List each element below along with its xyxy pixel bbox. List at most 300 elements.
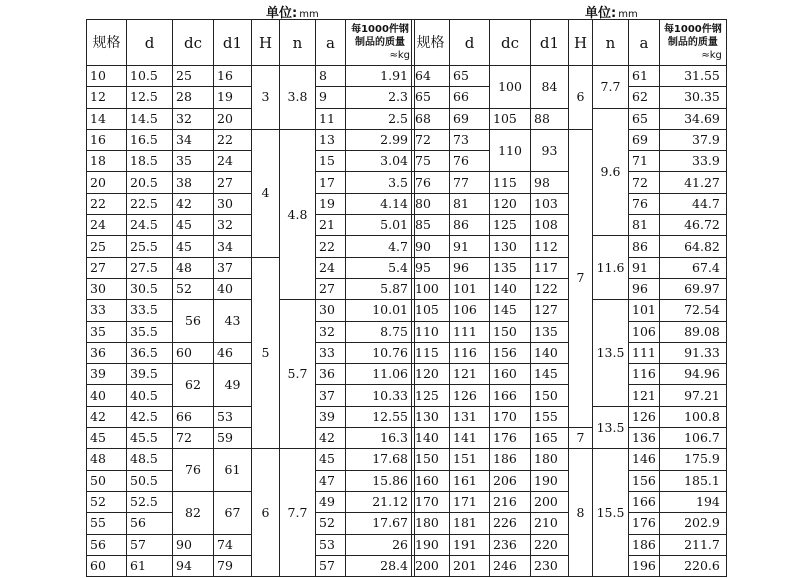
cell-spec: 80: [412, 193, 450, 214]
header-weight: [659, 20, 726, 66]
cell-d1: 210: [531, 513, 569, 534]
header-a: a: [629, 20, 660, 66]
header-spec: 规格: [412, 20, 450, 66]
cell-d1: 150: [531, 385, 569, 406]
cell-d: 201: [450, 555, 490, 576]
cell-a: 19: [316, 193, 346, 214]
cell-weight: 44.7: [659, 193, 726, 214]
header-dc: dc: [173, 20, 214, 66]
cell-weight: 4.7: [346, 236, 415, 257]
cell-a: 72: [629, 172, 660, 193]
cell-spec: 42: [87, 406, 127, 427]
cell-spec: 115: [412, 342, 450, 363]
cell-spec: 65: [412, 87, 450, 108]
cell-d1: 112: [531, 236, 569, 257]
cell-n: 15.5: [593, 449, 629, 577]
cell-weight: 97.21: [659, 385, 726, 406]
cell-weight: 17.67: [346, 513, 415, 534]
cell-a: 36: [316, 364, 346, 385]
cell-d: 106: [450, 300, 490, 321]
cell-spec: 76: [412, 172, 450, 193]
cell-a: 8: [316, 66, 346, 87]
cell-weight: 91.33: [659, 342, 726, 363]
spec-table-left: [86, 19, 415, 577]
unit-label-text: 单位:: [585, 6, 617, 21]
table-row: [87, 108, 415, 129]
cell-n: 11.6: [593, 236, 629, 300]
cell-d: 27.5: [127, 257, 173, 278]
cell-spec: 20: [87, 172, 127, 193]
table-row: [412, 428, 727, 449]
cell-a: 101: [629, 300, 660, 321]
cell-a: 136: [629, 428, 660, 449]
cell-d1: 122: [531, 278, 569, 299]
cell-d: 24.5: [127, 215, 173, 236]
cell-weight: 202.9: [659, 513, 726, 534]
cell-d1: 67: [214, 491, 252, 534]
cell-spec: 40: [87, 385, 127, 406]
cell-a: 76: [629, 193, 660, 214]
cell-a: 176: [629, 513, 660, 534]
cell-d1: 49: [214, 364, 252, 407]
cell-weight: 211.7: [659, 534, 726, 555]
cell-spec: 68: [412, 108, 450, 129]
cell-dc: 166: [490, 385, 531, 406]
header-n: n: [593, 20, 629, 66]
cell-d: 171: [450, 491, 490, 512]
cell-weight: 16.3: [346, 428, 415, 449]
table-row: [87, 449, 415, 470]
cell-spec: 90: [412, 236, 450, 257]
table-row: [87, 193, 415, 214]
cell-d: 101: [450, 278, 490, 299]
cell-n: 7.7: [280, 449, 316, 577]
spec-table-right: [411, 19, 727, 577]
cell-weight: 64.82: [659, 236, 726, 257]
cell-d1: 20: [214, 108, 252, 129]
cell-spec: 52: [87, 491, 127, 512]
cell-d: 86: [450, 215, 490, 236]
cell-dc: 60: [173, 342, 214, 363]
cell-d: 66: [450, 87, 490, 108]
cell-H: 7: [569, 129, 593, 427]
header-dc: dc: [490, 20, 531, 66]
cell-spec: 36: [87, 342, 127, 363]
table-row: [87, 172, 415, 193]
cell-d1: 74: [214, 534, 252, 555]
cell-dc: 130: [490, 236, 531, 257]
cell-spec: 30: [87, 278, 127, 299]
cell-spec: 110: [412, 321, 450, 342]
header-row: [87, 20, 415, 66]
cell-dc: 48: [173, 257, 214, 278]
cell-weight: 94.96: [659, 364, 726, 385]
cell-d: 141: [450, 428, 490, 449]
cell-a: 11: [316, 108, 346, 129]
cell-d: 57: [127, 534, 173, 555]
cell-weight: 194: [659, 491, 726, 512]
cell-n: 9.6: [593, 108, 629, 236]
header-weight-line2: 制品的质量: [355, 37, 405, 48]
cell-spec: 27: [87, 257, 127, 278]
cell-d: 40.5: [127, 385, 173, 406]
cell-a: 53: [316, 534, 346, 555]
cell-dc: 135: [490, 257, 531, 278]
header-row: [412, 20, 727, 66]
cell-d: 91: [450, 236, 490, 257]
cell-dc: 72: [173, 428, 214, 449]
cell-spec: 22: [87, 193, 127, 214]
cell-a: 156: [629, 470, 660, 491]
table-row: [87, 66, 415, 87]
cell-d: 22.5: [127, 193, 173, 214]
cell-H: 7: [569, 428, 593, 449]
table-row: [87, 364, 415, 385]
cell-a: 62: [629, 87, 660, 108]
cell-weight: 2.3: [346, 87, 415, 108]
cell-weight: 17.68: [346, 449, 415, 470]
table-body-left: [87, 66, 415, 577]
table-row: [87, 406, 415, 427]
cell-weight: 10.76: [346, 342, 415, 363]
cell-d: 191: [450, 534, 490, 555]
cell-spec: 56: [87, 534, 127, 555]
cell-weight: 4.14: [346, 193, 415, 214]
cell-weight: 11.06: [346, 364, 415, 385]
cell-d: 116: [450, 342, 490, 363]
cell-d: 39.5: [127, 364, 173, 385]
cell-a: 186: [629, 534, 660, 555]
cell-dc: 32: [173, 108, 214, 129]
header-weight-unit: ≈kg: [701, 50, 722, 61]
cell-weight: 21.12: [346, 491, 415, 512]
header-weight: [346, 20, 415, 66]
cell-d: 35.5: [127, 321, 173, 342]
cell-weight: 33.9: [659, 151, 726, 172]
table-row: [87, 555, 415, 576]
cell-dc: 125: [490, 215, 531, 236]
cell-weight: 5.4: [346, 257, 415, 278]
header-H: H: [252, 20, 280, 66]
cell-n: 13.5: [593, 300, 629, 406]
cell-d1: 230: [531, 555, 569, 576]
cell-spec: 14: [87, 108, 127, 129]
cell-d1: 220: [531, 534, 569, 555]
cell-d: 42.5: [127, 406, 173, 427]
cell-dc: 42: [173, 193, 214, 214]
cell-spec: 160: [412, 470, 450, 491]
cell-d1: 59: [214, 428, 252, 449]
cell-a: 116: [629, 364, 660, 385]
cell-dc: 176: [490, 428, 531, 449]
cell-d1: 40: [214, 278, 252, 299]
cell-weight: 10.33: [346, 385, 415, 406]
cell-weight: 46.72: [659, 215, 726, 236]
cell-dc: 90: [173, 534, 214, 555]
cell-weight: 15.86: [346, 470, 415, 491]
cell-d1: 43: [214, 300, 252, 343]
cell-spec: 130: [412, 406, 450, 427]
cell-spec: 170: [412, 491, 450, 512]
cell-spec: 85: [412, 215, 450, 236]
cell-dc: 82: [173, 491, 214, 534]
cell-dc: 145: [490, 300, 531, 321]
cell-spec: 24: [87, 215, 127, 236]
cell-spec: 100: [412, 278, 450, 299]
cell-d1: 155: [531, 406, 569, 427]
cell-d: 73: [450, 129, 490, 150]
cell-weight: 1.91: [346, 66, 415, 87]
cell-a: 17: [316, 172, 346, 193]
cell-dc: 62: [173, 364, 214, 407]
cell-spec: 35: [87, 321, 127, 342]
cell-dc: 45: [173, 215, 214, 236]
header-d: d: [450, 20, 490, 66]
cell-dc: 100: [490, 66, 531, 109]
cell-a: 27: [316, 278, 346, 299]
cell-weight: 31.55: [659, 66, 726, 87]
cell-a: 126: [629, 406, 660, 427]
cell-a: 21: [316, 215, 346, 236]
cell-dc: 25: [173, 66, 214, 87]
cell-spec: 140: [412, 428, 450, 449]
cell-weight: 106.7: [659, 428, 726, 449]
cell-spec: 45: [87, 428, 127, 449]
cell-d: 36.5: [127, 342, 173, 363]
table-row: [87, 278, 415, 299]
cell-d: 45.5: [127, 428, 173, 449]
cell-dc: 110: [490, 129, 531, 172]
table-row: [87, 257, 415, 278]
cell-a: 45: [316, 449, 346, 470]
cell-a: 30: [316, 300, 346, 321]
cell-a: 86: [629, 236, 660, 257]
cell-weight: 5.01: [346, 215, 415, 236]
header-d1: d1: [531, 20, 569, 66]
cell-weight: 67.4: [659, 257, 726, 278]
cell-d1: 84: [531, 66, 569, 109]
cell-d: 69: [450, 108, 490, 129]
cell-spec: 12: [87, 87, 127, 108]
table-row: [87, 151, 415, 172]
cell-weight: 69.97: [659, 278, 726, 299]
table-row: [412, 129, 727, 150]
cell-a: 196: [629, 555, 660, 576]
cell-dc: 226: [490, 513, 531, 534]
cell-d1: 46: [214, 342, 252, 363]
header-d: d: [127, 20, 173, 66]
header-d1: d1: [214, 20, 252, 66]
header-weight-unit: ≈kg: [389, 50, 410, 61]
cell-d: 14.5: [127, 108, 173, 129]
cell-weight: 220.6: [659, 555, 726, 576]
cell-weight: 10.01: [346, 300, 415, 321]
cell-weight: 2.5: [346, 108, 415, 129]
cell-d1: 88: [531, 108, 569, 129]
cell-d: 12.5: [127, 87, 173, 108]
cell-spec: 50: [87, 470, 127, 491]
cell-spec: 55: [87, 513, 127, 534]
cell-d1: 22: [214, 129, 252, 150]
cell-spec: 10: [87, 66, 127, 87]
cell-d: 52.5: [127, 491, 173, 512]
cell-H: 3: [252, 66, 280, 130]
cell-a: 49: [316, 491, 346, 512]
cell-dc: 35: [173, 151, 214, 172]
cell-n: 3.8: [280, 66, 316, 130]
cell-weight: 100.8: [659, 406, 726, 427]
table-row: [87, 215, 415, 236]
cell-weight: 37.9: [659, 129, 726, 150]
cell-a: 81: [629, 215, 660, 236]
cell-dc: 34: [173, 129, 214, 150]
cell-n: 4.8: [280, 129, 316, 299]
cell-d: 161: [450, 470, 490, 491]
cell-weight: 3.04: [346, 151, 415, 172]
cell-spec: 39: [87, 364, 127, 385]
cell-weight: 26: [346, 534, 415, 555]
cell-spec: 48: [87, 449, 127, 470]
cell-d1: 32: [214, 215, 252, 236]
header-a: a: [316, 20, 346, 66]
cell-dc: 52: [173, 278, 214, 299]
cell-a: 71: [629, 151, 660, 172]
cell-spec: 18: [87, 151, 127, 172]
cell-d1: 93: [531, 129, 569, 172]
cell-a: 42: [316, 428, 346, 449]
header-H: H: [569, 20, 593, 66]
cell-weight: 2.99: [346, 129, 415, 150]
cell-a: 47: [316, 470, 346, 491]
cell-d: 20.5: [127, 172, 173, 193]
cell-d1: 145: [531, 364, 569, 385]
header-weight-line2: 制品的质量: [667, 37, 718, 48]
cell-d1: 30: [214, 193, 252, 214]
cell-dc: 120: [490, 193, 531, 214]
cell-spec: 120: [412, 364, 450, 385]
cell-d: 33.5: [127, 300, 173, 321]
cell-dc: 115: [490, 172, 531, 193]
cell-a: 69: [629, 129, 660, 150]
cell-weight: 3.5: [346, 172, 415, 193]
cell-d: 77: [450, 172, 490, 193]
table-row: [87, 491, 415, 512]
table-row: [87, 129, 415, 150]
cell-spec: 60: [87, 555, 127, 576]
table-row: [87, 428, 415, 449]
cell-n: 7.7: [593, 66, 629, 109]
cell-dc: 140: [490, 278, 531, 299]
cell-a: 91: [629, 257, 660, 278]
cell-n: 13.5: [593, 406, 629, 449]
cell-H: 6: [569, 66, 593, 130]
cell-dc: 76: [173, 449, 214, 492]
unit-value-text: mm: [299, 9, 319, 20]
cell-d1: 127: [531, 300, 569, 321]
cell-d: 81: [450, 193, 490, 214]
cell-a: 13: [316, 129, 346, 150]
header-n: n: [280, 20, 316, 66]
cell-dc: 66: [173, 406, 214, 427]
cell-weight: 72.54: [659, 300, 726, 321]
cell-d: 16.5: [127, 129, 173, 150]
cell-a: 9: [316, 87, 346, 108]
cell-spec: 200: [412, 555, 450, 576]
unit-value-text: mm: [618, 9, 638, 20]
cell-dc: 28: [173, 87, 214, 108]
header-spec: 规格: [87, 20, 127, 66]
cell-H: 6: [252, 449, 280, 577]
cell-d: 126: [450, 385, 490, 406]
table-row: [412, 449, 727, 470]
cell-dc: 186: [490, 449, 531, 470]
cell-dc: 160: [490, 364, 531, 385]
cell-a: 22: [316, 236, 346, 257]
cell-weight: 89.08: [659, 321, 726, 342]
cell-a: 146: [629, 449, 660, 470]
cell-d1: 165: [531, 428, 569, 449]
cell-weight: 12.55: [346, 406, 415, 427]
cell-spec: 72: [412, 129, 450, 150]
cell-a: 61: [629, 66, 660, 87]
cell-d1: 140: [531, 342, 569, 363]
cell-d1: 98: [531, 172, 569, 193]
cell-a: 96: [629, 278, 660, 299]
table-row: [412, 66, 727, 87]
cell-a: 111: [629, 342, 660, 363]
cell-a: 65: [629, 108, 660, 129]
cell-d: 56: [127, 513, 173, 534]
cell-a: 52: [316, 513, 346, 534]
cell-d: 48.5: [127, 449, 173, 470]
cell-H: 4: [252, 129, 280, 257]
cell-weight: 41.27: [659, 172, 726, 193]
cell-d: 121: [450, 364, 490, 385]
table-row: [87, 87, 415, 108]
cell-a: 57: [316, 555, 346, 576]
cell-dc: 170: [490, 406, 531, 427]
cell-d: 76: [450, 151, 490, 172]
cell-dc: 216: [490, 491, 531, 512]
cell-dc: 246: [490, 555, 531, 576]
cell-d1: 180: [531, 449, 569, 470]
cell-dc: 38: [173, 172, 214, 193]
cell-d: 18.5: [127, 151, 173, 172]
cell-dc: 94: [173, 555, 214, 576]
cell-spec: 105: [412, 300, 450, 321]
cell-d: 131: [450, 406, 490, 427]
cell-weight: 185.1: [659, 470, 726, 491]
cell-d: 96: [450, 257, 490, 278]
cell-d1: 190: [531, 470, 569, 491]
cell-spec: 33: [87, 300, 127, 321]
header-weight-line1: 每1000件钢: [663, 24, 722, 35]
cell-d: 30.5: [127, 278, 173, 299]
cell-d1: 24: [214, 151, 252, 172]
cell-dc: 56: [173, 300, 214, 343]
table-row: [87, 236, 415, 257]
cell-H: 8: [569, 449, 593, 577]
cell-d1: 135: [531, 321, 569, 342]
cell-weight: 30.35: [659, 87, 726, 108]
cell-d1: 79: [214, 555, 252, 576]
cell-weight: 175.9: [659, 449, 726, 470]
cell-d1: 103: [531, 193, 569, 214]
cell-a: 166: [629, 491, 660, 512]
cell-d1: 200: [531, 491, 569, 512]
header-weight-line1: 每1000件钢: [351, 24, 409, 35]
cell-d: 50.5: [127, 470, 173, 491]
